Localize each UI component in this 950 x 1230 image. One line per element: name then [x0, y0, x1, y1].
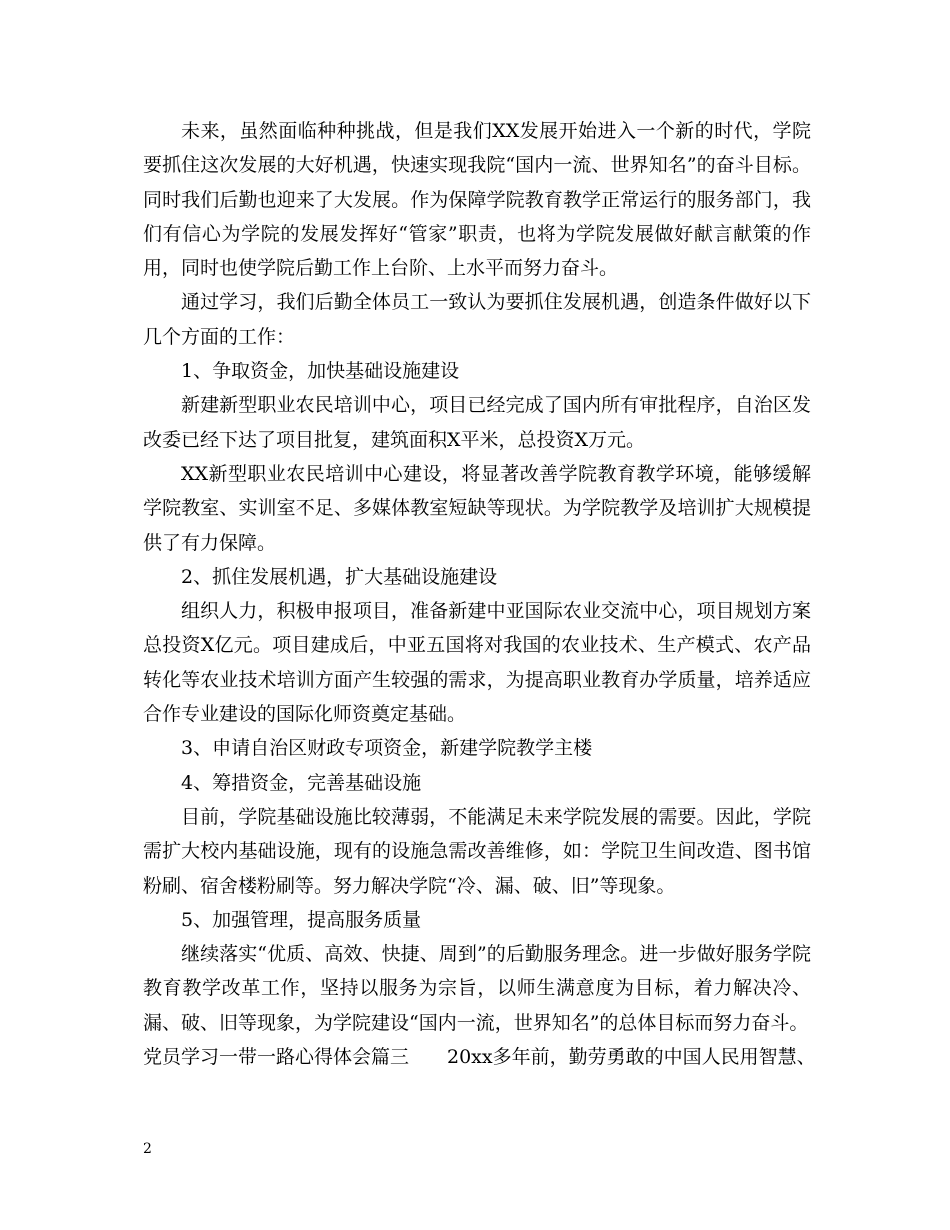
paragraph-infrastructure-repairs: 目前，学院基础设施比较薄弱，不能满足未来学院发展的需要。因此，学院需扩大校内基础设施，现有的设施急需改善维修，如：学院卫生间改造、图书馆粉刷、宿舍楼粉刷等。努力解决学院“冷、漏、破、旧”等现象。	[143, 805, 811, 897]
paragraph-exchange-center: 组织人力，积极申报项目，准备新建中亚国际农业交流中心，项目规划方案总投资X亿元。项目建成后，中亚五国将对我国的农业技术、生产模式、农产品转化等农业技术培训方面产生较强的需求，为提高职业教育办学质量，培养适应合作专业建设的国际化师资奠定基础。	[143, 600, 811, 726]
paragraph-outlook: 未来，虽然面临种种挑战，但是我们XX发展开始进入一个新的时代，学院要抓住这次发展的大好机遇，快速实现我院“国内一流、世界知名”的奋斗目标。同时我们后勤也迎来了大发展。作为保障学院教育教学正常运行的服务部门，我们有信心为学院的发展发挥好“管家”职责，也将为学院发展做好献言献策的作用，同时也使学院后勤工作上台阶、上水平而努力奋斗。	[143, 120, 811, 280]
section-heading-management: 5、加强管理，提高服务质量	[181, 908, 422, 931]
page-number: 2	[143, 1141, 152, 1157]
paragraph-service-philosophy: 继续落实“优质、高效、快捷、周到”的后勤服务理念。进一步做好服务学院教育教学改革工作，坚持以服务为宗旨，以师生满意度为目标，着力解决冷、漏、破、旧等现象，为学院建设“国内一流，世界知名”的总体目标而努力奋斗。	[143, 943, 811, 1034]
paragraph-training-center: 新建新型职业农民培训中心，项目已经完成了国内所有审批程序，自治区发改委已经下达了项目批复，建筑面积X平米，总投资X万元。	[143, 394, 811, 451]
section-heading-infrastructure: 4、筹措资金，完善基础设施	[181, 771, 422, 794]
section-heading-funding: 1、争取资金，加快基础设施建设	[181, 360, 460, 383]
paragraph-next-article-start: 党员学习一带一路心得体会篇三 20xx多年前，勤劳勇敢的中国人民用智慧、	[143, 1046, 816, 1069]
document-body	[143, 114, 816, 1074]
section-heading-teaching-building: 3、申请自治区财政专项资金，新建学院教学主楼	[181, 737, 593, 760]
section-heading-opportunity: 2、抓住发展机遇，扩大基础设施建设	[181, 565, 498, 588]
paragraph-work-intro: 通过学习，我们后勤全体员工一致认为要抓住发展机遇，创造条件做好以下几个方面的工作：	[143, 291, 811, 348]
paragraph-training-center-benefits: XX新型职业农民培训中心建设，将显著改善学院教育教学环境，能够缓解学院教室、实训室不足、多媒体教室短缺等现状。为学院教学及培训扩大规模提供了有力保障。	[143, 462, 811, 554]
